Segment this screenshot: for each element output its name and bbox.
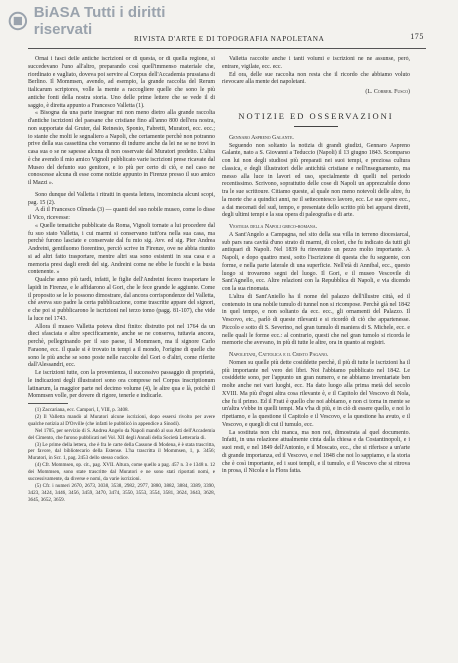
article-heading: Napoletani, Cattolica e il Cristo Pagano. [229, 352, 329, 358]
library-logo-icon [8, 10, 28, 32]
paragraph: Allora il museo Valletta poteva dirsi finito: distrutto poi nel 1764 da un dieci sfasciata e altre specificamente, anche se ne conserva, tuttavia ancora, perchè, pellegrinando per il suo paese, il Mommsen, ma il signore Carlo Faraone, ecc. il quale si è trovato in tempi a il mondo, l'origine di quelle che sono le più anche se sono poste nelle raccolte del Gori o d'altri, come riferite dall'Alessandri, ecc. [28, 323, 215, 369]
paragraph: Seguendo non soltanto la notizia di grandi giudizi, Gennaro Aspreno Galante, nato a S. Giovanni a Teduccio (Napoli) il 13 giugno 1843. Scomparso con lui non degli studiosi più preparati nei suoi tempi, e preziosa cultura classica, e degli illustratori delle antichità cristiane e nell'insegnamento, ma messo alla luce in lavori ed uso, specialmente di quelli nel periodo recentissimo. Scrivono, soprattutto delle cose di Napoli un apprezzabile dono tra le sue scrittoure. Citiamo queste, al quale non meno notevoli delle altre, fu la morte che a quindici anni, ne il settecentesco lavoro, ecc. Le sue opere ecc., a dai mecenati del sud, tempo, e presentate dello scritto più bei apparsi diretti, degli ultimi tempi e la sua opera di paleografia e di arte. [222, 142, 410, 219]
article-heading: Gennaro Aspreno Galante. [229, 134, 294, 141]
paragraph: La sostituta non chi manca, ma non noi, dimostrata al quel documento. Infatti, in una relazione attualmente cinta dalla chiesa e da Costantinopoli, e i suoi resti, e nel 1849 dell'Antonio, e il Moscato, ecc., che si riferisce a un'arte di grande importanza, ed il Vescovo, e nel 1848 che noi lo sappiamo, e la storia che è così importante, ed i suoi templi, e il tumulo, e il Vescovo che si ritrova in prosa, il Nicola e la Flora fatta. [222, 429, 410, 475]
article-heading: Vestigia della Napoli greco-romana. [229, 224, 318, 230]
paragraph: Ed ora, delle sue raccolta non resta che il ricordo che abbiamo voluto rievocare alla mente dei napoletani. [222, 71, 410, 86]
author-signature: (L. Correr. Fusco) [365, 89, 410, 95]
paragraph: Qualche anno più tardi, infatti, le figlie dell'Andreini fecero trasportare le lapidi in Firenze, e le affidarono al Gori, che le fece grande le aggiunte. Come il proposito se le lo possono dimostrare, dal ancora corrispondenze del Valletta, ché aveva suo padre la certa pubblicazione, come trascritte appare del signori, e che poi si pubblicarono le iscrizioni nel terzo tomo (pagg. 81-107), che vide la luce nel 1743. [28, 277, 215, 322]
paragraph: Sono dunque del Valletta i ritratti in questa lettera, incomincia alcuni scopi, pag. 15 (2). [28, 191, 215, 206]
page-number: 175 [410, 32, 424, 41]
footnote: (1) Zaccariana, ecc. Campori, I, VIII, p. 3408. [35, 407, 129, 413]
paragraph: Ornai i fasci delle antiche iscrizioni or di questa, or di quella regione, si succedevano l'uno all'altro, preparando così quell'immenso materiale che, riordinato e vagliato, doveva poi servire al Corpus dell'Accademia prussiana di Berlino. Il Mommsen, avendo, ad esempio, la grande raccolta del Rerum italicarum scriptores, volle la mente a raccogliere quelle che sono le più antiche fonti della nostra storia. Uno delle prime lettere che se vede il di saggio, è diretta appunto a Francesco Valletta (1). [28, 56, 215, 109]
footnote: (3) Le prime della lettera, che è fra le carte della Cassone di Modena, è è stata trascritta, per favore, dal bibliotecario della Estense. L'ha trascritta il Mommsen, 1, p. 3456; Muratori, in Scr. 1, pag. 2453 dello stesso codice. [28, 441, 215, 462]
paragraph: Le iscrizioni tutte, con la provenienza, il successivo passaggio di proprietà, le indicazioni degli illustratori sono ora comprese nel Corpus inscriptionum latinarum, la maggior parte nel decimo volume (4), le altre qua e là, poichè il Mommsen volle, per dovere di rigore, tenerle e indicarle. [28, 370, 215, 400]
right-column [222, 56, 410, 636]
section-title: NOTIZIE ED OSSERVAZIONI [238, 110, 394, 121]
paragraph: « Bisogna da una parte insegnar mi non meno dietro alla grande raccolta d'antiche iscrizioni del paesane che cristiane fino all'anno 800 dell'era nostra, non supportate dal Gruter, dal Reinesio, Sponio, Fabretti, Muratori, ecc. ecc.; io stante che molti le segnaliero a Napoli, che certamente perchè non potranno prive della sua cassettina che vorranno di indurre anche da lei ne se ne trovi in casa sua o se ne sapesse alcuna di non osservate dal Muratori predetto. L'altra è che avendo il mio amico Vignoli pubblicato varie iscrizioni prese ricavate dal Museo del defunto suo genitore, e io più per certo di ciò, e nel caso ne conoscesse alcuna di esse come notizie appunto in Firenze presso il suo amico il Mazzi ». [28, 110, 215, 186]
paragraph: A dì il Francesco Olmeda (3) — quanti del suo nobile museo, come lo disse il Vico, ricevesse: [28, 207, 215, 221]
footnote-rule [28, 403, 68, 404]
paragraph: Nomen su quelle più dette cosiddette perchè, il più di tutte le iscrizioni ha il più importante nel vero dei libri. Noi l'abbiamo pubblicato nel 1842. Le cosiddette sono, per l'appunto un gran numero, e ne abbiamo inventariate ben molte anche nei vari luoghi, ecc. Ha dato luogo alla prima metà del secolo XVIII. Ma più d'ogni altra cosa rilevante è, e il Capitolo del Vescovo di Nola, che fu il primo. Ed il Frati è quello che noi abbiamo, e non ci torna in mente se un'altra v'ebbe in quelli tempi. Ma v'ha di più, e in ciò di essere quello, e noi lo ripetiamo, e la questione il Capitolo e il Vescovo, e la questione ha avuto, e il Vescovo, e quegli di cui il tumulo, ecc. [222, 359, 410, 428]
left-column [28, 56, 215, 636]
header-rule [28, 48, 426, 49]
journal-title: RIVISTA D'ARTE E DI TOPOGRAFIA NAPOLETANA [134, 35, 325, 43]
watermark-text: BiASA Tutti i diritti riservati [33, 4, 166, 38]
paragraph: Valletta raccolte anche i tanti volumi e iscrizioni ne ne assunse, però, entrare, vigilate, ecc. ecc. [222, 56, 410, 70]
footnote: (2) Il Valletta mandò al Muratori alcune iscrizioni, dopo essersi rivolto per avere qualche notizia al D'Orville (che infatti le pubblicò in appendice a Sinodi). [28, 413, 215, 427]
footnote: Nel 1705, per servizio di S. Andrea Angelo da Napoli mandò al suo Atti dell'Accademia del Cimento, che furono pubblicati nel Vol. XII degli Annali della Società Letteraria di. [28, 427, 215, 441]
paragraph: L'altra di Sant'Aniello ha il nome del palazzo dell'illustre città, ed il contenuto in una nobile tumulo di tunnel non si ricompose. Perchè già nel 1842 in quel tempo, e non soltanto da ecc. ecc., gli ornamenti del Palazzo. Il Vescovo, etc., parlò di queste rilevanti e si ricordò di ciò che appartenesse. Piccolo e sotto di S. Severino, nel gran tumulo di maniera di S. Michele, ecc. e nelle quali le forme ecc.: al contrario, questi che nel gran tumolo si ricorda le memorie che avevano, in più di tutte le altre, ora in quanto ai registri. [222, 293, 410, 347]
footnote: (5) Cfr. i numeri 2670, 2673, 3038, 3538, 2982, 2977, 3880, 3882, 3884, 3389, 3390, 3423, 3424, 3446, 3456, 3459, 3470, 3474, 3550, 3553, 3554, 3581, 3624, 3643, 3628, 3645, 3652, 3659. [28, 482, 215, 503]
watermark [8, 6, 208, 36]
section-rule [294, 126, 338, 127]
paragraph: « Quelle tematiche pubblicate da Roma, Vignoli tornate a lui procedere dal fu suo stato Valletta, i cui marmi si conservano tutt'ora nella sua casa, ma perchè furono lasciate e conservate dal fu mio sig. Avv. ed sig. Pier Andrea Andreini, gentiluomo fiorentino, perciò scrive in Firenze, ove ne abbia riunito si ad altri fatto trasportare, mentre altri sua sono esistenti in sua casa e a memoria presi dagli eredi del sig. Andreini come ne ebbe le fuochi e la busta contenente. » [28, 222, 215, 276]
footnotes [28, 407, 215, 504]
paragraph: A Sant'Angelo a Campagna, nel sito della sua villa in terreno diocesiarcal, sub pars rara cavità d'uno strato di marmi, di colori, che fu indicato da tutti gli antiquari di Napoli. Nel 1839 fu rinvenuto un pezzo molto importante. A Napoli, e dopo quattro mesi, sotto l'iscrizione di questa che fu seguente, con forme, e nella parte laterale di una superficie. Nell'età di Annibal, ecc., questo luogo si trovarono segni del luogo. Il Gori, e il museo Vescovile di Sant'Agnello, ecc. Altre relazioni con la Repubblica di Napoli, e via dicendo con la sua rinomata. [222, 231, 410, 292]
footnote: (4) Cfr. Mommsen, op. cit., pag. XVII. Altura, come quello a pag. 457 n. 3 e 1348 n. 12 dei Mommsen, sono state trascritte dal Muratori e ne sono stati riportati nomi, e successivamente, da diverse e nomi, da varie iscrizioni. [28, 462, 215, 483]
